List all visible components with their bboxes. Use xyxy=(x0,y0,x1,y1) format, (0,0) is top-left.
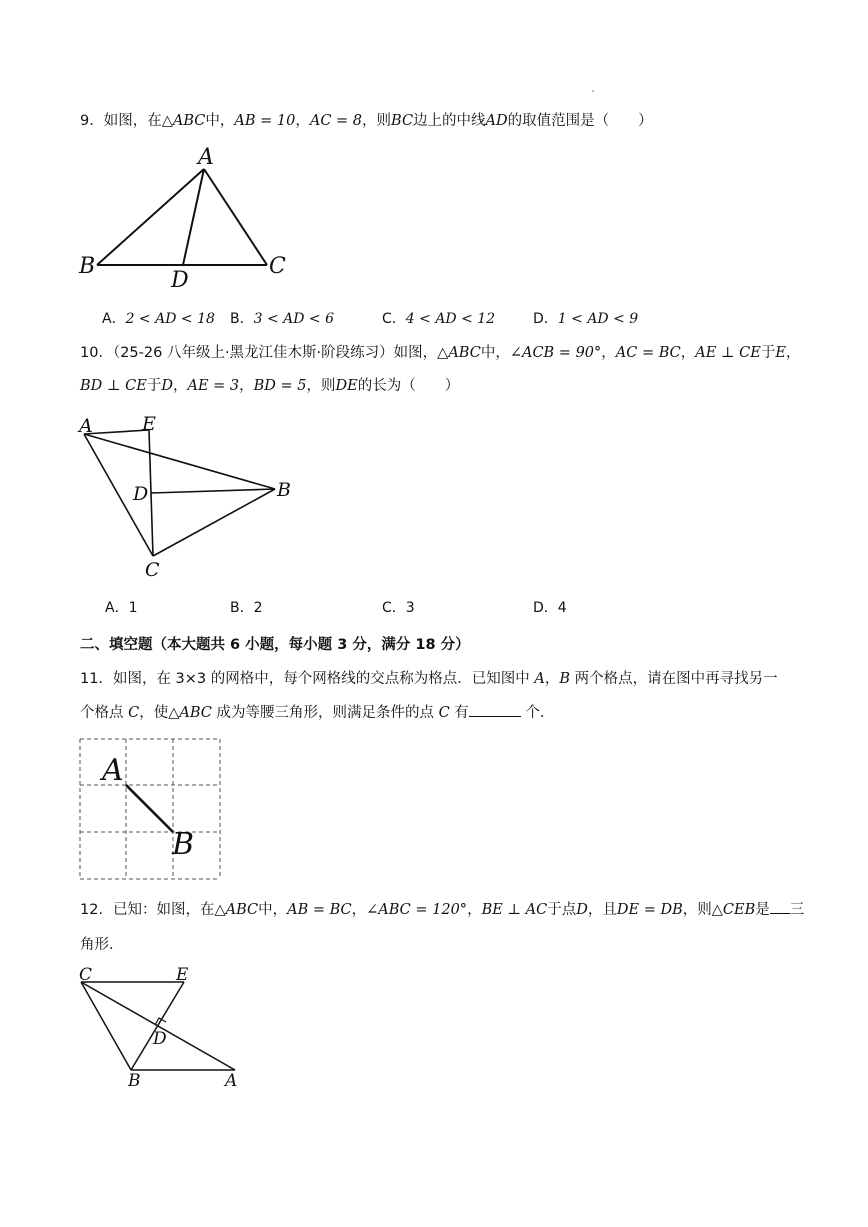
scan-dot xyxy=(592,90,594,92)
q10-segment-ae xyxy=(84,430,149,434)
q10-option-a[interactable]: A．1 xyxy=(105,600,138,616)
q10-segment-bd xyxy=(151,489,275,493)
q12-answer-blank[interactable] xyxy=(770,913,790,914)
q10-figure xyxy=(70,405,310,585)
q9-label-b: B xyxy=(79,254,96,279)
q12-label-a: A xyxy=(225,1071,238,1091)
q9-label-c: C xyxy=(269,254,286,279)
q11-answer-blank[interactable] xyxy=(469,716,521,717)
q11-stem-line1: 11．如图，在 3×3 的网格中，每个网格线的交点称为格点．已知图中 A，B 两个格点，请在图中再寻找另一 xyxy=(80,671,778,687)
q10-label-c: C xyxy=(145,559,160,581)
q10-source: （25-26 八年级上·黑龙江佳木斯·阶段练习） xyxy=(112,345,394,361)
q10-option-b[interactable]: B．2 xyxy=(230,600,263,616)
q11-label-a: A xyxy=(102,753,124,788)
q10-label-e: E xyxy=(142,413,156,435)
q12-side-bc xyxy=(81,982,131,1070)
q12-label-d: D xyxy=(153,1029,167,1049)
q11-grid-figure xyxy=(70,730,230,885)
q10-option-c[interactable]: C．3 xyxy=(382,600,415,616)
q9-label-a: A xyxy=(198,145,214,170)
q12-label-b: B xyxy=(128,1071,141,1091)
q10-label-d: D xyxy=(133,483,149,505)
q9-side-ac xyxy=(204,169,267,265)
q12-figure xyxy=(70,962,260,1092)
q12-label-e: E xyxy=(176,965,189,985)
q9-option-c[interactable]: C．4 < AD < 12 xyxy=(382,311,496,327)
q12-stem-line2: 角形． xyxy=(80,937,124,953)
q12-segment-be xyxy=(131,982,184,1070)
q10-side-ab xyxy=(84,434,275,489)
q11-label-b: B xyxy=(172,827,195,862)
q9-stem: 9．如图，在△ABC中，AB = 10，AC = 8，则BC边上的中线AD的取值范围是（ ） xyxy=(80,113,653,129)
q10-label-a: A xyxy=(79,415,93,437)
q11-segment-ab xyxy=(126,785,173,832)
q12-stem-line1: 12．已知：如图，在△ABC中，AB = BC，∠ABC = 120°，BE ⊥ AC于点D，且DE = DB，则△CEB是 三 xyxy=(80,902,805,918)
q9-option-a[interactable]: A．2 < AD < 18 xyxy=(102,311,215,327)
q11-stem-line2: 个格点 C，使△ABC 成为等腰三角形，则满足条件的点 C 有 个． xyxy=(80,705,555,721)
q10-label-b: B xyxy=(277,479,291,501)
q9-option-d[interactable]: D．1 < AD < 9 xyxy=(533,311,639,327)
q9-side-ab xyxy=(97,169,204,265)
q9-triangle-figure xyxy=(70,140,310,290)
q9-median-ad xyxy=(183,169,204,265)
section-fill-blank-heading: 二、填空题（本大题共 6 小题，每小题 3 分，满分 18 分） xyxy=(80,637,470,653)
q10-number: 10． xyxy=(80,345,113,361)
q11-number: 11． xyxy=(80,671,113,687)
q9-number: 9． xyxy=(80,113,104,129)
q12-label-c: C xyxy=(79,965,93,985)
q9-label-d: D xyxy=(171,268,189,290)
q10-stem-line1: 10．（25-26 八年级上·黑龙江佳木斯·阶段练习）如图，△ABC中，∠ACB = 90°，AC = BC，AE ⊥ CE于E， xyxy=(80,345,801,361)
q10-option-d[interactable]: D．4 xyxy=(533,600,567,616)
q12-number: 12． xyxy=(80,902,113,918)
q9-option-b[interactable]: B．3 < AD < 6 xyxy=(230,311,335,327)
q10-stem-line2: BD ⊥ CE于D，AE = 3，BD = 5，则DE的长为（ ） xyxy=(80,378,460,394)
q10-side-bc xyxy=(153,489,275,556)
